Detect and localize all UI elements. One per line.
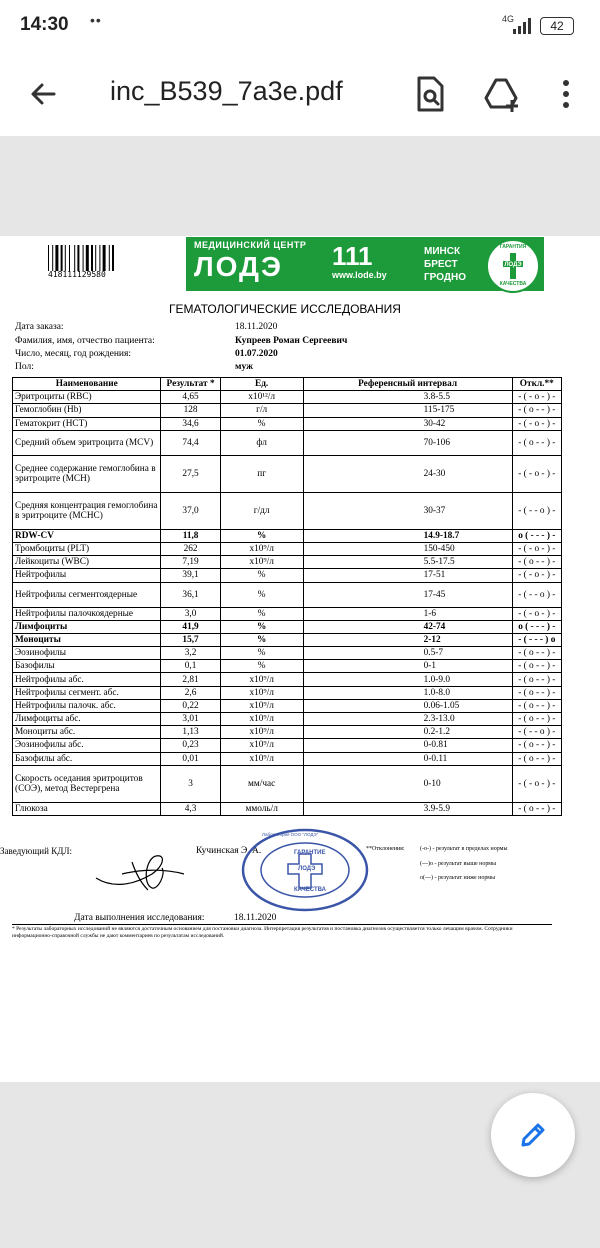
test-reference: 1.0-9.0 [303, 673, 512, 686]
table-row [13, 686, 562, 699]
test-deviation: - ( - о - ) - [512, 607, 561, 620]
table-row [13, 569, 562, 582]
test-unit: % [220, 620, 303, 633]
test-name: Базофилы [13, 660, 161, 673]
test-reference: 3.9-5.9 [303, 802, 512, 815]
barcode-bar [99, 245, 100, 271]
test-deviation: - ( о - - ) - [512, 802, 561, 815]
logo-city: ГРОДНО [424, 272, 466, 283]
test-deviation: - ( - о - ) - [512, 455, 561, 492]
results-body [13, 391, 562, 816]
table-row [13, 582, 562, 607]
test-result: 4,65 [161, 391, 220, 404]
column-header: Ед. [220, 378, 303, 391]
quality-badge [486, 239, 540, 293]
head-name: Кучинская Э. А. [196, 846, 262, 856]
table-row [13, 417, 562, 430]
test-reference: 0.06-1.05 [303, 699, 512, 712]
test-result: 36,1 [161, 582, 220, 607]
test-deviation: - ( - о - ) - [512, 391, 561, 404]
test-deviation: - ( о - - ) - [512, 673, 561, 686]
test-unit: x10¹²/л [220, 391, 303, 404]
test-unit: x10⁹/л [220, 739, 303, 752]
test-result: 41,9 [161, 620, 220, 633]
test-name: Эритроциты (RBC) [13, 391, 161, 404]
info-label: Фамилия, имя, отчество пациента: [15, 336, 155, 346]
test-name: Средний объем эритроцита (MCV) [13, 430, 161, 455]
test-reference: 0-10 [303, 765, 512, 802]
table-row [13, 542, 562, 555]
barcode-bar [48, 245, 49, 271]
column-header: Наименование [13, 378, 161, 391]
test-unit: % [220, 417, 303, 430]
pdf-page [0, 236, 600, 1082]
barcode-bar [65, 245, 66, 271]
legend-below: о(---) - результат ниже нормы [420, 875, 496, 881]
test-name: Эозинофилы [13, 647, 161, 660]
test-deviation: - ( - - - ) о [512, 633, 561, 646]
test-name: Среднее содержание гемоглобина в эритроците (MCH) [13, 455, 161, 492]
test-result: 3,01 [161, 713, 220, 726]
table-row [13, 607, 562, 620]
test-result: 15,7 [161, 633, 220, 646]
back-arrow-icon[interactable] [24, 74, 64, 114]
edit-pencil-icon [517, 1119, 549, 1151]
test-reference: 0-0.81 [303, 739, 512, 752]
test-result: 3,2 [161, 647, 220, 660]
test-result: 3,0 [161, 607, 220, 620]
table-row [13, 673, 562, 686]
test-unit: % [220, 647, 303, 660]
test-name: Базофилы абс. [13, 752, 161, 765]
badge-bottom: КАЧЕСТВА [499, 281, 527, 287]
test-reference: 17-51 [303, 569, 512, 582]
table-row [13, 620, 562, 633]
test-deviation: - ( - о - ) - [512, 569, 561, 582]
test-deviation: - ( о - - ) - [512, 699, 561, 712]
column-header: Результат * [161, 378, 220, 391]
info-label: Пол: [15, 362, 34, 372]
table-row [13, 529, 562, 542]
logo-header: МЕДИЦИНСКИЙ ЦЕНТР [194, 240, 307, 250]
test-deviation: - ( о - - ) - [512, 713, 561, 726]
test-name: Эозинофилы абс. [13, 739, 161, 752]
test-deviation: - ( - - о ) - [512, 726, 561, 739]
info-label: Число, месяц, год рождения: [15, 349, 131, 359]
clinic-logo [186, 237, 544, 291]
table-row [13, 391, 562, 404]
test-result: 2,81 [161, 673, 220, 686]
test-deviation: - ( о - - ) - [512, 647, 561, 660]
test-result: 7,19 [161, 556, 220, 569]
test-unit: x10⁹/л [220, 699, 303, 712]
info-label: Дата заказа: [15, 322, 64, 332]
app-bar [0, 52, 600, 136]
test-name: Глюкоза [13, 802, 161, 815]
table-row [13, 713, 562, 726]
stamp-bottom: КАЧЕСТВА [294, 887, 326, 893]
logo-city: БРЕСТ [424, 259, 458, 270]
document-title: inc_B539_7a3e.pdf [110, 76, 343, 106]
legend-above: (---)о - результат выше нормы [420, 861, 497, 867]
table-row [13, 455, 562, 492]
test-reference: 3.8-5.5 [303, 391, 512, 404]
network-type: 4G [502, 14, 515, 24]
barcode-bar [77, 245, 79, 271]
test-result: 11,8 [161, 529, 220, 542]
test-reference: 1.0-8.0 [303, 686, 512, 699]
test-unit: x10⁹/л [220, 686, 303, 699]
test-reference: 14.9-18.7 [303, 529, 512, 542]
test-deviation: - ( - - о ) - [512, 492, 561, 529]
test-unit: % [220, 633, 303, 646]
table-row [13, 726, 562, 739]
add-to-drive-icon[interactable] [482, 72, 522, 116]
test-deviation: - ( - о - ) - [512, 765, 561, 802]
barcode-bar [91, 245, 93, 271]
test-name: Лимфоциты [13, 620, 161, 633]
test-name: Моноциты абс. [13, 726, 161, 739]
test-result: 262 [161, 542, 220, 555]
order-date: 18.11.2020 [235, 322, 278, 332]
stamp-center: ЛОДЭ [298, 866, 316, 872]
notification-dots: •• [90, 12, 102, 28]
legend-title: **Отклонения: [366, 846, 405, 852]
battery-icon: 42 [540, 17, 574, 35]
test-reference: 30-37 [303, 492, 512, 529]
logo-city: МИНСК [424, 246, 461, 257]
test-reference: 24-30 [303, 455, 512, 492]
test-reference: 17-45 [303, 582, 512, 607]
status-time: 14:30 [20, 14, 69, 35]
test-reference: 0.5-7 [303, 647, 512, 660]
test-deviation: о ( - - - ) - [512, 620, 561, 633]
test-deviation: - ( о - - ) - [512, 404, 561, 417]
column-header: Референсный интервал [303, 378, 512, 391]
test-unit: x10⁹/л [220, 556, 303, 569]
test-result: 4,3 [161, 802, 220, 815]
status-bar [0, 0, 600, 52]
more-vert-icon[interactable] [546, 72, 586, 116]
patient-sex: муж [235, 362, 253, 372]
test-reference: 5.5-17.5 [303, 556, 512, 569]
test-reference: 30-42 [303, 417, 512, 430]
barcode-bar [52, 245, 53, 271]
barcode-bar [83, 245, 84, 271]
test-unit: % [220, 607, 303, 620]
test-unit: x10⁹/л [220, 542, 303, 555]
test-result: 0,1 [161, 660, 220, 673]
test-deviation: - ( - о - ) - [512, 417, 561, 430]
table-row [13, 633, 562, 646]
signal-icon [511, 18, 533, 34]
edit-fab-button[interactable] [491, 1093, 575, 1177]
badge-center: ЛОДЭ [504, 262, 522, 268]
test-reference: 70-106 [303, 430, 512, 455]
barcode-bar [95, 245, 96, 271]
barcode-bar [112, 245, 114, 271]
test-deviation: - ( о - - ) - [512, 660, 561, 673]
test-result: 37,0 [161, 492, 220, 529]
completion-label: Дата выполнения исследования: [74, 913, 205, 923]
test-name: Гематокрит (HCT) [13, 417, 161, 430]
test-unit: % [220, 660, 303, 673]
table-row [13, 802, 562, 815]
test-unit: x10⁹/л [220, 673, 303, 686]
test-reference: 1-6 [303, 607, 512, 620]
test-unit: г/л [220, 404, 303, 417]
test-name: Нейтрофилы сегмент. абс. [13, 686, 161, 699]
badge-top: ГАРАНТИЯ [499, 244, 527, 250]
test-deviation: о ( - - - ) - [512, 529, 561, 542]
test-reference: 0-1 [303, 660, 512, 673]
test-unit: % [220, 529, 303, 542]
legend-normal: (-о-) - результат в пределах нормы [420, 846, 508, 852]
test-result: 3 [161, 765, 220, 802]
table-row [13, 492, 562, 529]
test-result: 74,4 [161, 430, 220, 455]
test-name: Скорость оседания эритроцитов (СОЭ), метод Вестергрена [13, 765, 161, 802]
test-unit: % [220, 582, 303, 607]
signature-label: Заведующий КДЛ: [0, 846, 72, 856]
test-name: Гемоглобин (Hb) [13, 404, 161, 417]
column-header: Откл.** [512, 378, 561, 391]
test-deviation: - ( о - - ) - [512, 686, 561, 699]
completion-date: 18.11.2020 [234, 913, 277, 923]
test-result: 0,01 [161, 752, 220, 765]
test-deviation: - ( о - - ) - [512, 752, 561, 765]
pdf-viewer[interactable] [0, 136, 600, 1248]
report-title: ГЕМАТОЛОГИЧЕСКИЕ ИССЛЕДОВАНИЯ [169, 302, 401, 316]
test-name: Нейтрофилы [13, 569, 161, 582]
test-unit: % [220, 569, 303, 582]
barcode-bar [74, 245, 75, 271]
test-unit: г/дл [220, 492, 303, 529]
test-reference: 2.3-13.0 [303, 713, 512, 726]
test-deviation: - ( о - - ) - [512, 430, 561, 455]
test-name: Средняя концентрация гемоглобина в эритроците (MCHC) [13, 492, 161, 529]
test-reference: 0.2-1.2 [303, 726, 512, 739]
test-unit: мм/час [220, 765, 303, 802]
table-row [13, 647, 562, 660]
test-unit: ммоль/л [220, 802, 303, 815]
test-name: Тромбоциты (PLT) [13, 542, 161, 555]
table-row [13, 699, 562, 712]
test-result: 0,23 [161, 739, 220, 752]
test-name: Моноциты [13, 633, 161, 646]
signature-drawing [92, 844, 188, 894]
test-name: Нейтрофилы абс. [13, 673, 161, 686]
test-unit: фл [220, 430, 303, 455]
test-deviation: - ( - о - ) - [512, 542, 561, 555]
patient-name: Купреев Роман Сергеевич [235, 336, 348, 346]
test-name: RDW-CV [13, 529, 161, 542]
test-deviation: - ( о - - ) - [512, 556, 561, 569]
results-table [12, 377, 562, 816]
table-row [13, 752, 562, 765]
barcode-bar [61, 245, 63, 271]
test-result: 128 [161, 404, 220, 417]
logo-cities [424, 245, 466, 284]
barcode-bar [109, 245, 110, 271]
test-reference: 2-12 [303, 633, 512, 646]
logo-website: www.lode.by [332, 270, 387, 280]
stamp-ring: Лаборатория ООО "ЛОДЭ" [262, 832, 319, 837]
search-doc-icon[interactable] [410, 72, 450, 116]
test-name: Нейтрофилы палочкоядерные [13, 607, 161, 620]
test-unit: пг [220, 455, 303, 492]
test-result: 34,6 [161, 417, 220, 430]
test-unit: x10⁹/л [220, 726, 303, 739]
table-row [13, 430, 562, 455]
table-row [13, 556, 562, 569]
test-reference: 0-0.11 [303, 752, 512, 765]
test-result: 0,22 [161, 699, 220, 712]
barcode-number: 418111129580 [48, 270, 106, 279]
logo-name: ЛОДЭ [194, 251, 283, 282]
table-header [13, 378, 562, 391]
test-result: 39,1 [161, 569, 220, 582]
logo-phone: 111 [332, 241, 373, 271]
test-name: Лейкоциты (WBC) [13, 556, 161, 569]
stamp-top: ГАРАНТИЕ [294, 850, 326, 856]
table-row [13, 765, 562, 802]
test-result: 1,13 [161, 726, 220, 739]
barcode-bar [55, 245, 58, 271]
test-name: Лимфоциты абс. [13, 713, 161, 726]
test-name: Нейтрофилы палочк. абс. [13, 699, 161, 712]
test-reference: 150-450 [303, 542, 512, 555]
test-result: 2,6 [161, 686, 220, 699]
barcode-bar [69, 245, 70, 271]
test-reference: 42-74 [303, 620, 512, 633]
birth-date: 01.07.2020 [235, 349, 278, 359]
table-row [13, 660, 562, 673]
test-result: 27,5 [161, 455, 220, 492]
disclaimer: * Результаты лабораторных исследований не являются достаточным основанием для постановки диагноза. Интерпретация результатов и постановка диагнозов осуществляется только лечащим врачом. Сотрудники информационно-справочной службы не дают комментариев по результатам исследований. [12, 924, 552, 940]
test-deviation: - ( о - - ) - [512, 739, 561, 752]
test-unit: x10⁹/л [220, 752, 303, 765]
test-unit: x10⁹/л [220, 713, 303, 726]
test-name: Нейтрофилы сегментоядерные [13, 582, 161, 607]
table-row [13, 404, 562, 417]
test-reference: 115-175 [303, 404, 512, 417]
test-deviation: - ( - - о ) - [512, 582, 561, 607]
barcode-bar [86, 245, 89, 271]
table-row [13, 739, 562, 752]
barcode-bar [103, 245, 106, 271]
